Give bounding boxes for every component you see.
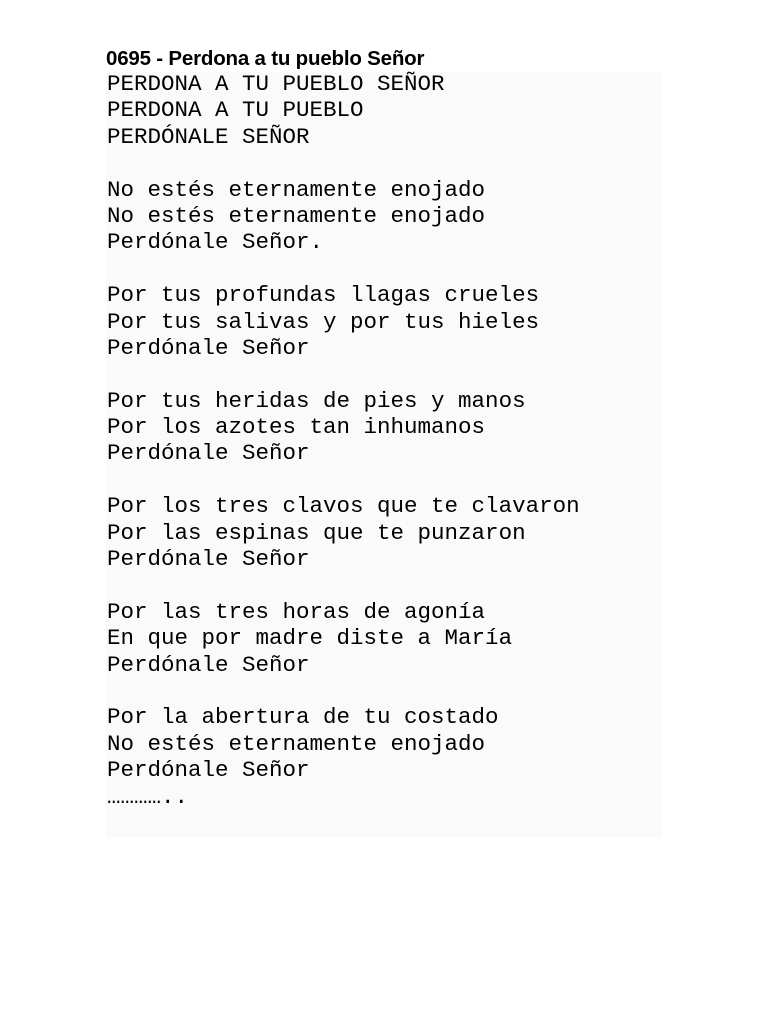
lyric-line: Por los azotes tan inhumanos [107,414,486,441]
ellipsis-line: ………….. [107,783,189,810]
stanza [107,599,580,678]
lyric-line: Perdónale Señor [107,651,310,678]
lyric-line: Por los tres clavos que te clavaron [107,493,580,520]
lyric-line: Por tus heridas de pies y manos [107,387,526,414]
lyric-line: Perdónale Señor [107,440,310,467]
lyric-line: PERDÓNALE SEÑOR [107,123,310,150]
lyrics-block [107,71,580,810]
lyric-line: Por las tres horas de agonía [107,598,486,625]
stanza [107,71,580,150]
stanza [107,177,580,256]
lyric-line: Por tus profundas llagas crueles [107,282,540,309]
stanza [107,282,580,361]
lyric-line: No estés eternamente enojado [107,202,486,229]
lyric-line: Por tus salivas y por tus hieles [107,308,540,335]
lyric-line: Perdónale Señor [107,546,310,573]
lyric-line: Por la abertura de tu costado [107,704,499,731]
lyric-line: Por las espinas que te punzaron [107,519,526,546]
lyric-line: Perdónale Señor. [107,229,324,256]
lyric-line: PERDONA A TU PUEBLO [107,97,364,124]
lyric-line: Perdónale Señor [107,334,310,361]
stanza [107,493,580,572]
stanza [107,388,580,467]
lyric-line: PERDONA A TU PUEBLO SEÑOR [107,71,445,97]
song-title: 0695 - Perdona a tu pueblo Señor [106,47,425,70]
stanza [107,704,580,810]
lyric-line: En que por madre diste a María [107,625,513,652]
lyric-line: Perdónale Señor [107,757,310,784]
lyric-line: No estés eternamente enojado [107,176,486,203]
lyric-line: No estés eternamente enojado [107,730,486,757]
